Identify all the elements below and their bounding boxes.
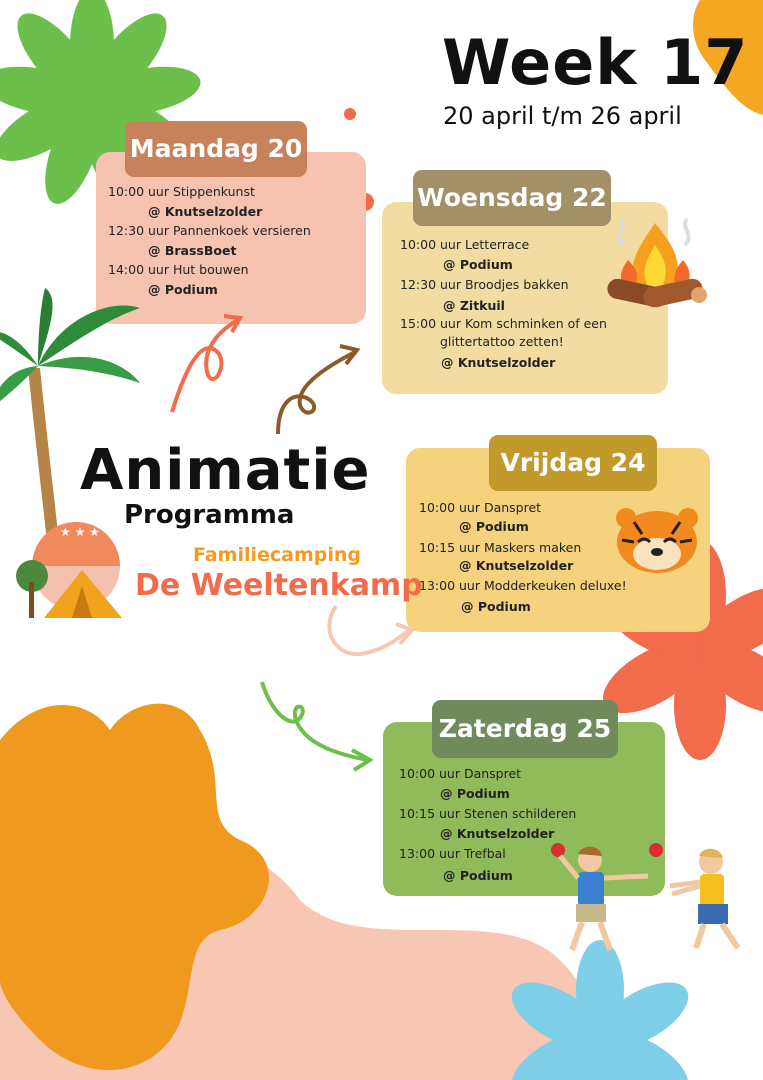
monday-event-1: 10:00 uur Stippenkunst bbox=[108, 184, 255, 199]
wednesday-event-3: 15:00 uur Kom schminken of een bbox=[400, 316, 607, 331]
monday-location-3: @ Podium bbox=[148, 282, 218, 297]
friday-title: Vrijdag 24 bbox=[489, 435, 657, 491]
monday-location-1: @ Knutselzolder bbox=[148, 204, 263, 219]
animatie-title: Animatie bbox=[80, 438, 371, 503]
wednesday-event-3-cont: glittertattoo zetten! bbox=[440, 334, 564, 349]
saturday-location-3: @ Podium bbox=[443, 868, 513, 883]
camping-label: Familiecamping bbox=[193, 544, 362, 566]
friday-location-1: @ Podium bbox=[459, 519, 529, 534]
monday-event-2: 12:30 uur Pannenkoek versieren bbox=[108, 223, 311, 238]
friday-event-1: 10:00 uur Danspret bbox=[419, 500, 542, 515]
monday-event-3: 14:00 uur Hut bouwen bbox=[108, 262, 249, 277]
friday-location-2: @ Knutselzolder bbox=[459, 558, 574, 573]
wednesday-location-3: @ Knutselzolder bbox=[441, 355, 556, 370]
saturday-location-2: @ Knutselzolder bbox=[440, 826, 555, 841]
programma-subtitle: Programma bbox=[124, 500, 295, 530]
date-range: 20 april t/m 26 april bbox=[443, 102, 682, 130]
week-title: Week 17 bbox=[442, 26, 749, 99]
monday-title: Maandag 20 bbox=[125, 121, 307, 177]
friday-event-2: 10:15 uur Maskers maken bbox=[419, 540, 582, 555]
wednesday-event-2: 12:30 uur Broodjes bakken bbox=[400, 277, 569, 292]
tent-icon bbox=[10, 520, 128, 624]
wednesday-event-1: 10:00 uur Letterrace bbox=[400, 237, 530, 252]
friday-event-3: 13:00 uur Modderkeuken deluxe! bbox=[419, 578, 627, 593]
saturday-event-3: 13:00 uur Trefbal bbox=[399, 846, 506, 861]
svg-text:★ ★ ★: ★ ★ ★ bbox=[60, 525, 100, 539]
wednesday-title: Woensdag 22 bbox=[413, 170, 611, 226]
monday-location-2: @ BrassBoet bbox=[148, 243, 237, 258]
wednesday-location-1: @ Podium bbox=[443, 257, 513, 272]
wednesday-location-2: @ Zitkuil bbox=[443, 298, 505, 313]
friday-location-3: @ Podium bbox=[461, 599, 531, 614]
saturday-title: Zaterdag 25 bbox=[432, 700, 618, 758]
saturday-event-1: 10:00 uur Danspret bbox=[399, 766, 522, 781]
saturday-event-2: 10:15 uur Stenen schilderen bbox=[399, 806, 577, 821]
camping-name: De Weeltenkamp bbox=[135, 568, 423, 603]
saturday-location-1: @ Podium bbox=[440, 786, 510, 801]
